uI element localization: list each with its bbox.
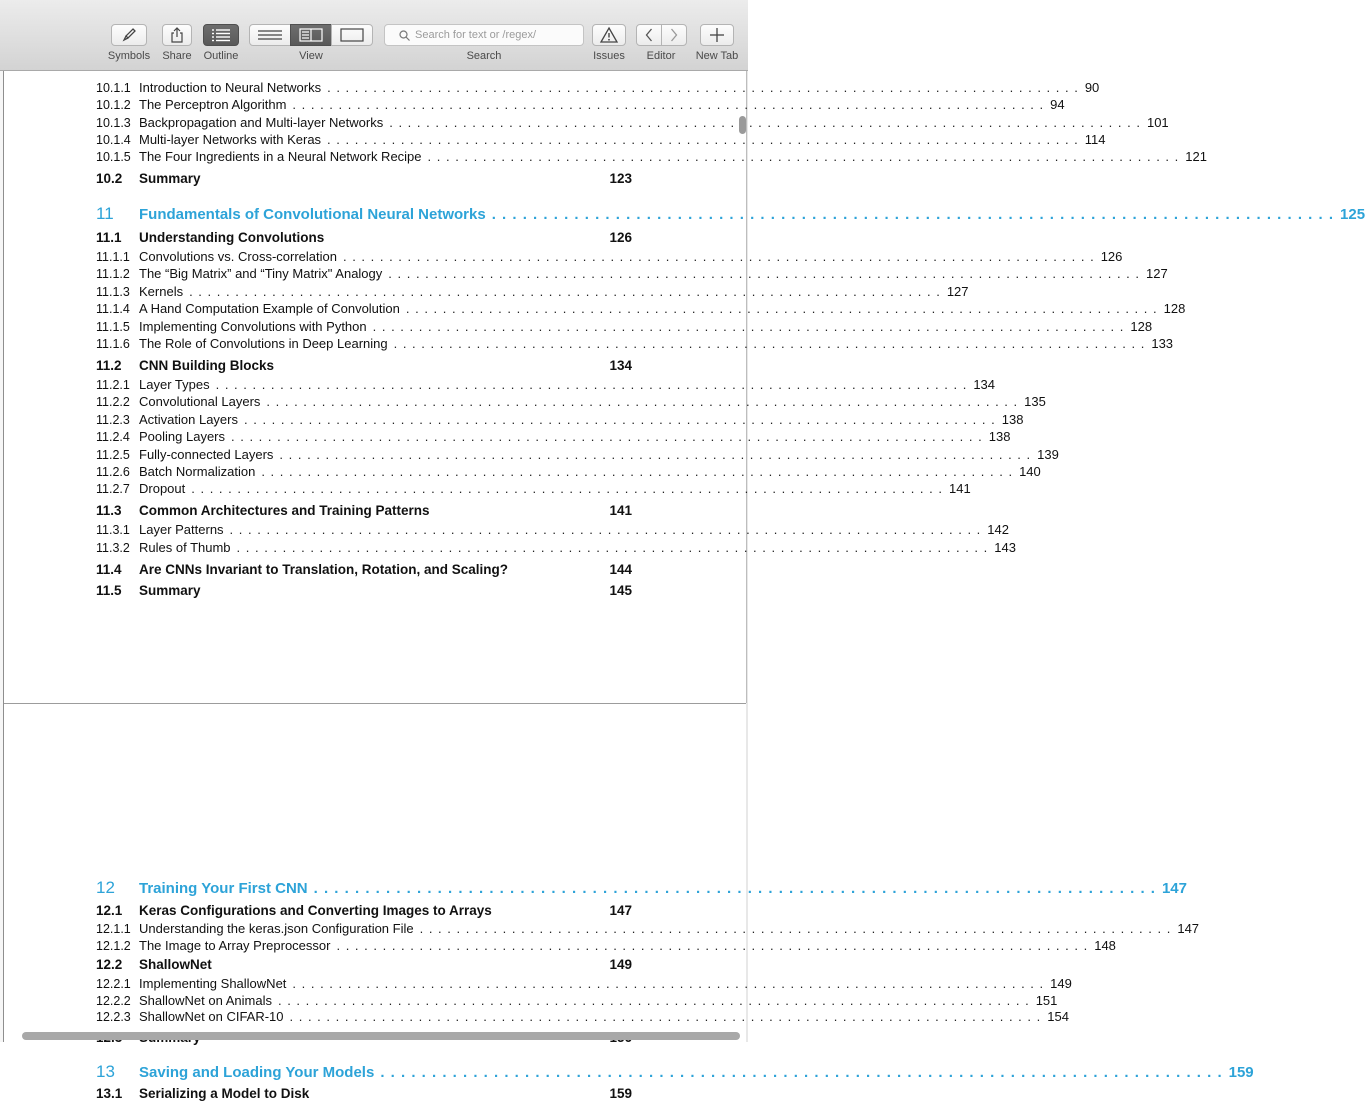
toc-entry-number: 11.4: [96, 562, 122, 577]
issues-button[interactable]: [592, 24, 626, 46]
toc-entry-number: 11.2.6: [96, 465, 130, 479]
toc-leader-dots: [279, 447, 1031, 462]
toc-entry-number: 12.2: [96, 957, 123, 972]
share-icon: [170, 27, 184, 43]
toc-entry-page-number: 128: [1130, 319, 1153, 334]
search-label: Search: [466, 50, 502, 62]
toc-entry-title: Understanding Convolutions: [139, 230, 325, 245]
toc-entry-title: Rules of Thumb: [139, 540, 231, 555]
toc-entry-chap[interactable]: [96, 878, 1187, 898]
toc-leader-dots: [230, 522, 982, 537]
toc-entry-page-number: 159: [1228, 1064, 1254, 1081]
symbols-tool[interactable]: [107, 0, 151, 62]
toc-entry-sub[interactable]: [96, 97, 1065, 112]
toc-entry-title: Serializing a Model to Disk: [139, 1086, 310, 1101]
toc-entry-sub[interactable]: [96, 394, 1046, 409]
toc-entry-title: Common Architectures and Training Patterns: [139, 503, 430, 518]
forward-button[interactable]: [661, 24, 687, 46]
toc-leader-dots: [290, 1009, 1042, 1024]
toc-leader-dots: [327, 80, 1079, 95]
toc-entry-title: Summary: [139, 171, 201, 186]
toc-leader-dots: [266, 394, 1018, 409]
toc-entry-number: 11.2.2: [96, 395, 130, 409]
toc-entry-number: 12.2.3: [96, 1010, 131, 1024]
view-segmented-control: [249, 0, 373, 46]
outline-tool[interactable]: [201, 0, 241, 62]
toc-entry-sub[interactable]: [96, 149, 1207, 164]
toc-entry-page-number: 149: [609, 957, 632, 972]
search-tool: [384, 0, 584, 62]
toc-entry-number: 13: [96, 1062, 115, 1081]
toc-entry-page-number: 127: [946, 284, 969, 299]
toc-entry-title: Batch Normalization: [139, 464, 256, 479]
toc-entry-sec[interactable]: [96, 957, 632, 972]
toc-entry-sub[interactable]: [96, 976, 1072, 991]
toc-entry-number: 11.3.1: [96, 523, 130, 537]
toc-entry-sub[interactable]: [96, 249, 1123, 264]
toc-entry-sub[interactable]: [96, 447, 1059, 462]
toc-entry-page-number: 138: [988, 429, 1011, 444]
toc-entry-number: 11.2: [96, 358, 122, 373]
brush-icon: [121, 27, 137, 43]
plus-icon: [709, 27, 725, 43]
toc-leader-dots: [394, 336, 1146, 351]
symbols-label: Symbols: [107, 50, 151, 62]
toc-entry-number: 11.5: [96, 583, 122, 598]
toc-entry-sub[interactable]: [96, 377, 996, 392]
toc-entry-title: Fully-connected Layers: [139, 447, 274, 462]
toc-entry-page-number: 123: [609, 171, 632, 186]
toc-entry-number: 11.1.5: [96, 320, 130, 334]
toc-entry-number: 12.1.2: [96, 939, 131, 953]
toc-entry-page-number: 142: [987, 522, 1009, 537]
view-split-button[interactable]: [290, 24, 332, 46]
toc-entry-number: 11.2.1: [96, 378, 130, 392]
toc-page-1: [4, 71, 1365, 703]
toc-entry-page-number: 121: [1185, 149, 1207, 164]
toc-entry-page-number: 114: [1084, 132, 1106, 147]
toc-entry-number: 10.1.1: [96, 81, 131, 95]
outline-button[interactable]: [203, 24, 239, 46]
toc-entry-sec[interactable]: [96, 171, 632, 186]
lines-icon: [258, 29, 282, 41]
toc-entry-sub[interactable]: [96, 301, 1186, 316]
split-view-icon: [299, 28, 323, 42]
toc-entry-title: Understanding the keras.json Configuration File: [139, 921, 414, 936]
toc-entry-page-number: 143: [994, 540, 1016, 555]
toc-entry-page-number: 128: [1163, 301, 1186, 316]
toc-entry-title: Kernels: [139, 284, 184, 299]
toc-entry-sub[interactable]: [96, 115, 1169, 130]
toc-leader-dots: [336, 938, 1088, 953]
toc-entry-number: 11.1.6: [96, 337, 130, 351]
toc-leader-dots: [389, 115, 1141, 130]
toc-entry-number: 12.1.1: [96, 922, 131, 936]
search-icon: [399, 30, 410, 41]
toc-entry-page-number: 138: [1001, 412, 1024, 427]
toc-entry-sub[interactable]: [96, 540, 1016, 555]
toc-entry-title: Convolutions vs. Cross-correlation: [139, 249, 337, 264]
toc-entry-title: Backpropagation and Multi-layer Networks: [139, 115, 384, 130]
chevron-right-icon: [670, 28, 678, 42]
new-tab-tool[interactable]: [694, 0, 740, 62]
toc-entry-sec[interactable]: [96, 1086, 632, 1101]
toc-entry-page-number: 145: [609, 583, 632, 598]
toc-entry-sec[interactable]: [96, 903, 632, 918]
toc-entry-chap[interactable]: [96, 204, 1365, 224]
toc-page-2: [4, 704, 1254, 1101]
toc-leader-dots: [292, 976, 1044, 991]
toc-leader-dots: [406, 301, 1158, 316]
editor-nav-control: [636, 0, 687, 46]
toc-leader-dots: [261, 464, 1013, 479]
toc-entry-sec[interactable]: [96, 358, 632, 373]
toc-entry-page-number: 133: [1151, 336, 1174, 351]
toc-entry-number: 13.1: [96, 1086, 123, 1101]
toc-entry-title: Are CNNs Invariant to Translation, Rotation, and Scaling?: [139, 562, 509, 577]
toc-entry-page-number: 126: [1100, 249, 1123, 264]
toc-entry-sub[interactable]: [96, 993, 1058, 1008]
toc-entry-sub[interactable]: [96, 132, 1106, 147]
toc-entry-title: ShallowNet: [139, 957, 212, 972]
toc-entry-page-number: 134: [609, 358, 632, 373]
toc-entry-title: Training Your First CNN: [139, 880, 308, 897]
toolbar: [0, 0, 748, 71]
toc-leader-dots: [428, 149, 1180, 164]
toc-entry-sub[interactable]: [96, 336, 1174, 351]
view-preview-button[interactable]: [331, 24, 373, 46]
toc-entry-title: The Role of Convolutions in Deep Learning: [139, 336, 388, 351]
toc-entry-sub[interactable]: [96, 938, 1116, 953]
toc-entry-title: Introduction to Neural Networks: [139, 80, 322, 95]
share-button[interactable]: [162, 24, 192, 46]
search-input[interactable]: [384, 24, 584, 46]
toc-entry-title: Multi-layer Networks with Keras: [139, 132, 322, 147]
toc-entry-page-number: 144: [609, 562, 632, 577]
toc-entry-number: 12.1: [96, 903, 123, 918]
document-preview[interactable]: [0, 71, 1365, 1101]
toc-leader-dots: [191, 481, 943, 496]
toc-entry-page-number: 134: [973, 377, 996, 392]
toc-entry-title: Keras Configurations and Converting Images to Arrays: [139, 903, 492, 918]
toc-entry-sec[interactable]: [96, 562, 632, 577]
toc-entry-number: 12: [96, 878, 115, 897]
toc-entry-title: Implementing Convolutions with Python: [139, 319, 367, 334]
toc-entry-number: 11.1.2: [96, 267, 130, 281]
new-tab-button[interactable]: [700, 24, 734, 46]
toc-entry-title: The Image to Array Preprocessor: [139, 938, 331, 953]
toc-entry-title: ShallowNet on Animals: [139, 993, 272, 1008]
toc-leader-dots: [327, 132, 1079, 147]
warning-icon: [600, 27, 618, 43]
toc-entry-title: The Four Ingredients in a Neural Network Recipe: [139, 149, 422, 164]
preview-icon: [340, 28, 364, 42]
toc-entry-title: The “Big Matrix” and “Tiny Matrix" Analogy: [139, 266, 383, 281]
toc-entry-page-number: 94: [1050, 97, 1065, 112]
toc-entry-page-number: 141: [948, 481, 971, 496]
toc-entry-sub[interactable]: [96, 481, 971, 496]
toc-entry-title: Saving and Loading Your Models: [139, 1064, 375, 1081]
toc-entry-title: Activation Layers: [139, 412, 238, 427]
toc-entry-number: 10.2: [96, 171, 123, 186]
issues-label: Issues: [593, 50, 625, 62]
toc-entry-page-number: 141: [609, 503, 632, 518]
toc-entry-sub[interactable]: [96, 412, 1024, 427]
toc-entry-sub[interactable]: [96, 522, 1009, 537]
view-label: View: [299, 50, 323, 62]
toc-entry-number: 11.1.4: [96, 302, 130, 316]
search-placeholder: Search for text or /regex/: [415, 29, 537, 41]
toc-leader-dots: [292, 97, 1044, 112]
toc-entry-title: Layer Types: [139, 377, 210, 392]
toc-entry-sec[interactable]: [96, 230, 632, 245]
view-text-only-button[interactable]: [249, 24, 291, 46]
new-tab-label: New Tab: [695, 50, 739, 62]
toc-entry-sub[interactable]: [96, 429, 1011, 444]
share-label: Share: [162, 50, 192, 62]
toc-entry-page-number: 127: [1146, 266, 1168, 281]
toc-entry-number: 12.2.1: [96, 977, 131, 991]
toc-entry-title: Summary: [139, 583, 201, 598]
toc-entry-number: 11.2.5: [96, 448, 130, 462]
toc-leader-dots: [237, 540, 989, 555]
toc-entry-page-number: 147: [609, 903, 632, 918]
toc-entry-title: Dropout: [139, 481, 186, 496]
toc-entry-page-number: 125: [1340, 206, 1365, 223]
toc-entry-title: The Perceptron Algorithm: [139, 97, 287, 112]
toc-entry-sub[interactable]: [96, 284, 969, 299]
toc-leader-dots: [420, 921, 1172, 936]
toc-entry-sec[interactable]: [96, 503, 632, 518]
toc-entry-title: A Hand Computation Example of Convolution: [139, 301, 400, 316]
vertical-scrollbar[interactable]: [739, 116, 746, 134]
toc-entry-page-number: 148: [1094, 938, 1116, 953]
toc-entry-number: 11: [96, 204, 114, 223]
symbols-button[interactable]: [111, 24, 147, 46]
editor-tool: [634, 0, 688, 62]
toc-entry-title: Fundamentals of Convolutional Neural Networks: [139, 206, 486, 223]
toc-leader-dots: [388, 266, 1140, 281]
toc-entry-title: Implementing ShallowNet: [139, 976, 287, 991]
toc-entry-number: 10.1.4: [96, 133, 131, 147]
toc-entry-number: 10.1.2: [96, 98, 131, 112]
toc-entry-page-number: 90: [1084, 80, 1100, 95]
toc-entry-sub[interactable]: [96, 319, 1153, 334]
issues-tool[interactable]: [591, 0, 627, 62]
toc-entry-number: 11.1.3: [96, 285, 130, 299]
toc-leader-dots: [314, 880, 1156, 897]
toc-entry-number: 11.2.3: [96, 413, 130, 427]
back-button[interactable]: [636, 24, 662, 46]
toc-leader-dots: [216, 377, 968, 392]
toc-leader-dots: [278, 993, 1030, 1008]
toc-leader-dots: [231, 429, 983, 444]
horizontal-scrollbar[interactable]: [22, 1032, 740, 1040]
toc-entry-title: Convolutional Layers: [139, 394, 261, 409]
toc-leader-dots: [189, 284, 941, 299]
toc-leader-dots: [244, 412, 996, 427]
toc-entry-sub[interactable]: [96, 266, 1168, 281]
chevron-left-icon: [645, 28, 653, 42]
toc-leader-dots: [373, 319, 1125, 334]
toc-entry-number: 12.2.2: [96, 994, 131, 1008]
toc-leader-dots: [380, 1064, 1222, 1081]
toc-entry-sub[interactable]: [96, 80, 1100, 95]
toc-entry-page-number: 151: [1035, 993, 1058, 1008]
toc-entry-number: 11.2.7: [96, 482, 130, 496]
toc-leader-dots: [492, 206, 1334, 223]
toc-entry-page-number: 147: [1177, 921, 1200, 936]
toc-entry-page-number: 101: [1146, 115, 1169, 130]
toc-entry-page-number: 147: [1161, 880, 1187, 897]
toc-entry-page-number: 126: [609, 230, 632, 245]
toc-entry-title: Layer Patterns: [139, 522, 224, 537]
toc-entry-page-number: 135: [1024, 394, 1046, 409]
toc-entry-sub[interactable]: [96, 1009, 1069, 1024]
toc-entry-title: ShallowNet on CIFAR-10: [139, 1009, 284, 1024]
toc-entry-page-number: 139: [1037, 447, 1059, 462]
outline-list-icon: [210, 28, 232, 42]
toc-entry-sub[interactable]: [96, 464, 1041, 479]
toc-leader-dots: [343, 249, 1095, 264]
toc-entry-title: Pooling Layers: [139, 429, 225, 444]
view-tool: [248, 0, 374, 62]
toc-entry-number: 10.1.5: [96, 150, 131, 164]
outline-label: Outline: [203, 50, 239, 62]
toc-entry-title: CNN Building Blocks: [139, 358, 275, 373]
editor-label: Editor: [646, 50, 676, 62]
toc-entry-page-number: 140: [1019, 464, 1041, 479]
toc-entry-sub[interactable]: [96, 921, 1200, 936]
toc-entry-number: 11.3.2: [96, 541, 130, 555]
toc-entry-number: 10.1.3: [96, 116, 131, 130]
toc-entry-page-number: 149: [1050, 976, 1072, 991]
share-tool[interactable]: [160, 0, 194, 62]
toc-entry-number: 11.3: [96, 503, 122, 518]
toc-entry-number: 11.1: [96, 230, 122, 245]
toc-entry-number: 11.2.4: [96, 430, 130, 444]
toc-entry-page-number: 154: [1047, 1009, 1069, 1024]
toc-entry-sec[interactable]: [96, 583, 632, 598]
toc-entry-chap[interactable]: [96, 1062, 1254, 1082]
toc-entry-number: 11.1.1: [96, 250, 130, 264]
toc-entry-page-number: 159: [609, 1086, 632, 1101]
